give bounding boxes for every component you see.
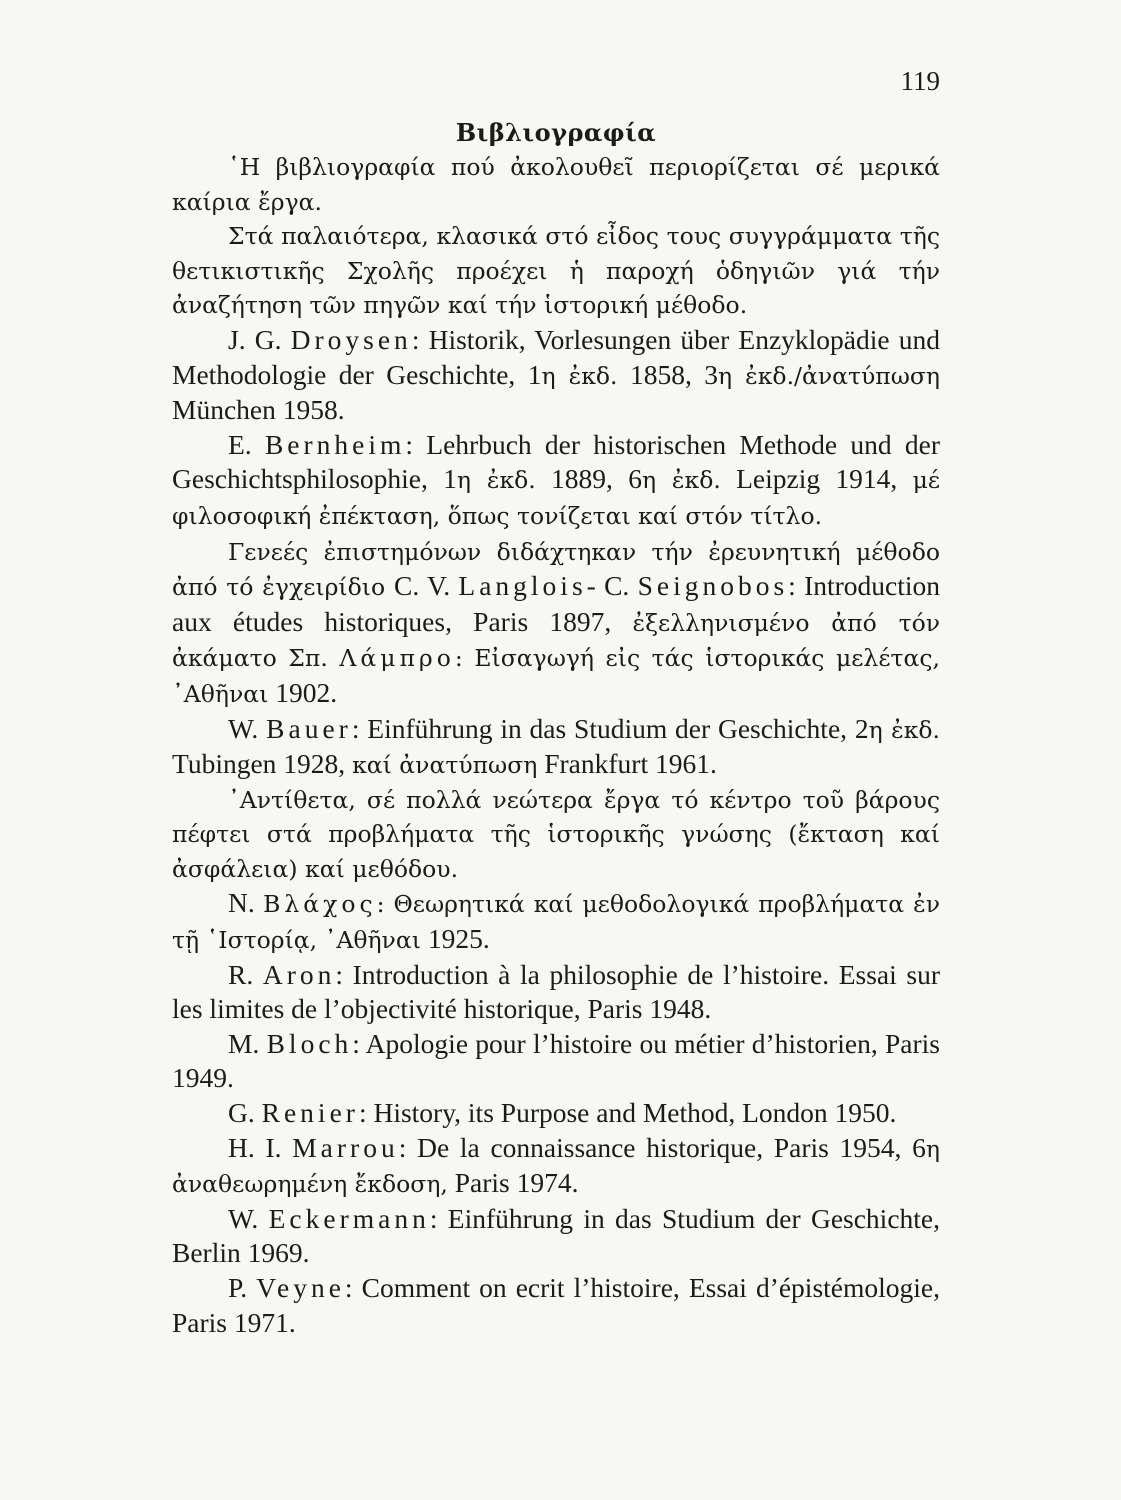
entry-aron (172, 958, 940, 1027)
entry-initials: H. I. (228, 1131, 282, 1163)
entry-edition-note: η ἀναθεωρημένη ἔκδοση, (172, 1134, 940, 1199)
entry-work: : Einführung in das Studium der Geschichte, 2 (351, 712, 869, 744)
entry-edition: η ἐκδ. (868, 715, 941, 744)
entry-place-year: Paris 1974. (447, 1167, 579, 1199)
entry-initials-2: C. (604, 570, 638, 602)
entry-veyne (172, 1271, 940, 1340)
entry-work: : Historik, Vorlesungen über Enzyklopädie und Methodologie der Geschichte, 1 (172, 323, 941, 390)
translation-note: ἐξελληνισμένο ἀπό τόν ἀκάματο Σπ. (172, 608, 940, 673)
entry-year: 1889, 6 (535, 463, 642, 495)
page-heading: Βιβλιογραφία (455, 118, 657, 147)
entry-initials: M. (228, 1027, 260, 1059)
entry-year: 1858, 3 (617, 358, 719, 390)
entry-langlois-seignobos (172, 534, 940, 712)
entry-vlachos (172, 886, 940, 957)
entry-author: Aron (262, 958, 336, 990)
author-dash: - (586, 570, 596, 602)
entry-edition-reprint: η ἐκδ./ἀνατύπωση (718, 361, 940, 390)
translator-name: Λάμπρο (339, 644, 455, 673)
entry-author: Eckermann (268, 1202, 430, 1234)
entry-author: Droysen (290, 323, 412, 355)
entry-work: : Comment on ecrit l’histoire, Essai d’épistémologie, Paris 1971. (172, 1272, 940, 1338)
entry-initials: C. V. (393, 570, 459, 602)
entry-bloch (172, 1027, 940, 1096)
bibliography-body (172, 150, 940, 1340)
entry-author: Veyne (256, 1272, 345, 1303)
entry-droysen (172, 323, 940, 428)
entry-place-year: München 1958. (172, 394, 345, 426)
entry-note: μέ φιλοσοφική ἐπέκταση, ὅπως τονίζεται καί στόν τίτλο. (172, 466, 941, 530)
entry-bauer (172, 712, 940, 783)
entry-reprint-note: καί ἀνατύπωση (352, 751, 538, 780)
entry-author: Langlois (458, 570, 587, 602)
entry-initials: G. (228, 1097, 255, 1129)
entry-edition: η ἐκδ. (541, 361, 618, 390)
entry-initials: R. (228, 958, 254, 990)
entry-work: : Θεωρητικά καί μεθοδολογικά προβλήματα ἐν τῇ ῾Ιστορίᾳ, ᾿Αθῆναι (172, 890, 940, 955)
entry-bernheim (172, 428, 940, 534)
entry-initials: W. (228, 712, 259, 744)
entry-work: : Apologie pour l’histoire ou métier d’historien, Paris 1949. (172, 1027, 941, 1094)
entry-reprint-place: Frankfurt 1961. (537, 748, 717, 780)
entry-edition-2: η ἐκδ. (641, 466, 721, 495)
entry-renier (172, 1096, 940, 1131)
entry-initials: N. (228, 887, 255, 919)
entry-eckermann (172, 1202, 940, 1271)
entry-initials: J. G. (228, 323, 282, 355)
entry-author: Renier (261, 1097, 359, 1129)
entry-author: Bauer (266, 712, 352, 744)
entry-marrou (172, 1131, 940, 1202)
entry-edition: η ἐκδ. (456, 466, 536, 495)
generations-lead: Γενεές ἐπιστημόνων διδάχτηκαν τήν ἐρευνητική μέθοδο ἀπό τό ἐγχειρίδιο (172, 537, 940, 602)
entry-initials: P. (228, 1272, 248, 1303)
entry-work: : Lehrbuch der historischen Methode und der Geschichtsphilosophie, 1 (172, 428, 940, 495)
entry-author: Marrou (292, 1131, 399, 1163)
contrast-paragraph: ᾿Αντίθετα, σέ πολλά νεώτερα ἔργα τό κέντρο τοῦ βάρους πέφτει στά προβλήματα τῆς ἱστορικῆς γνώσης (ἔκταση καί ἀσφάλεια) καί μεθόδου. (172, 785, 940, 883)
entry-initials: W. (228, 1202, 259, 1234)
translation-title: : Εἰσαγωγή εἰς τάς ἱστορικάς μελέτας, ᾿Αθῆναι (172, 644, 940, 708)
entry-place-year: Tubingen 1928, (172, 748, 353, 780)
entry-initials: E. (228, 428, 252, 460)
entry-work: : De la connaissance historique, Paris 1954, 6 (398, 1131, 926, 1163)
intro-paragraph-2: Στά παλαιότερα, κλασικά στό εἶδος τους συγγράμματα τῆς θετικιστικῆς Σχολῆς προέχει ἡ παροχή ὁδηγιῶν γιά τήν ἀναζήτηση τῶν πηγῶν καί τήν ἱστορική μέθοδο. (172, 222, 940, 320)
entry-work: : Einführung in das Studium der Geschichte, Berlin 1969. (172, 1202, 941, 1269)
entry-author: Βλάχος (263, 890, 377, 919)
entry-work: : History, its Purpose and Method, London 1950. (358, 1097, 897, 1129)
entry-place-year: Leipzig 1914, (720, 463, 913, 495)
entry-author: Bernheim (264, 428, 406, 460)
translation-year: 1902. (268, 676, 338, 708)
entry-work: : Introduction à la philosophie de l’histoire. Essai sur les limites de l’objectivité historique, Paris 1948. (172, 958, 941, 1025)
entry-year: 1925. (420, 923, 490, 955)
entry-author: Bloch (266, 1027, 353, 1059)
entry-author-2: Seignobos (637, 570, 789, 602)
entry-work: : Introduction aux études historiques, Paris 1897, (172, 570, 941, 637)
intro-paragraph-1: ῾Η βιβλιογραφία πού ἀκολουθεῖ περιορίζεται σέ μερικά καίρια ἔργα. (172, 153, 940, 216)
page-number: 119 (900, 66, 940, 96)
